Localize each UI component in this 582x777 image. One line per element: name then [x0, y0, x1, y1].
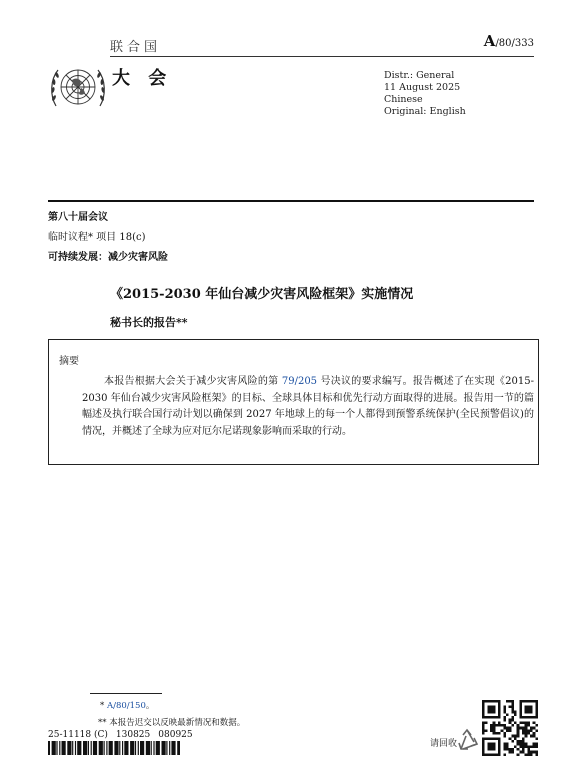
organ-name: 大 会: [112, 68, 173, 89]
summary-text-start: 本报告根据大会关于减少灾害风险的第: [104, 376, 282, 387]
report-title: 《2015-2030 年仙台减少灾害风险框架》实施情况: [110, 287, 414, 302]
footnote-1-mark: *: [100, 701, 107, 711]
resolution-link[interactable]: 79/205: [281, 376, 318, 387]
symbol-prefix: A: [483, 32, 496, 50]
un-name: 联合国: [110, 40, 162, 55]
summary-box: [48, 339, 539, 465]
summary-text: [82, 374, 534, 440]
summary-heading: 摘要: [59, 356, 79, 367]
session-label: 第八十届会议: [48, 212, 108, 223]
header-rule: [110, 56, 534, 57]
agenda-item: 临时议程* 项目 18(c): [48, 232, 146, 243]
footnote-1-link[interactable]: A/80/150: [106, 701, 146, 711]
header-thick-rule: [48, 200, 534, 202]
un-emblem-icon: [48, 62, 108, 112]
footnote-1: [100, 699, 154, 711]
language-line: Chinese: [384, 94, 423, 105]
document-number: 25-11118 (C): [48, 730, 108, 740]
original-language-line: Original: English: [384, 106, 466, 117]
recycle-label: 请回收: [430, 739, 458, 749]
symbol-rest: /80/333: [495, 38, 534, 49]
summary-text-rest: 号决议的要求编写。报告概述了在实现《2015-2030 年仙台减少灾害风险框架》的目标、全球具体目标和优先行动方面取得的进展。报告用一节的篇幅述及执行联合国行动计划以确保到 2027 年地球上的每一个人都得到预警系统保护(全民预警倡议)的情况，并概述了全球为应对厄尔尼诺现象影响而采取的行动。: [82, 376, 534, 437]
qr-code-icon: [482, 700, 538, 756]
date-code-1: 130825: [115, 730, 151, 740]
barcode-icon: [48, 741, 180, 755]
document-symbol: [484, 32, 534, 50]
agenda-topic: 可持续发展：减少灾害风险: [48, 252, 168, 263]
date-code-2: 080925: [158, 730, 193, 740]
date-line: 11 August 2025: [384, 82, 461, 93]
distr-line: Distr.: General: [384, 70, 455, 81]
footnote-2: ** 本报告迟交以反映最新情况和数据。: [98, 718, 246, 728]
footnote-1-end: 。: [145, 701, 155, 711]
document-number-line: [48, 730, 201, 740]
recycle-icon: [454, 727, 480, 753]
distribution-block: [384, 70, 466, 118]
footnote-rule: [90, 693, 162, 694]
report-subtitle: 秘书长的报告**: [110, 316, 188, 329]
